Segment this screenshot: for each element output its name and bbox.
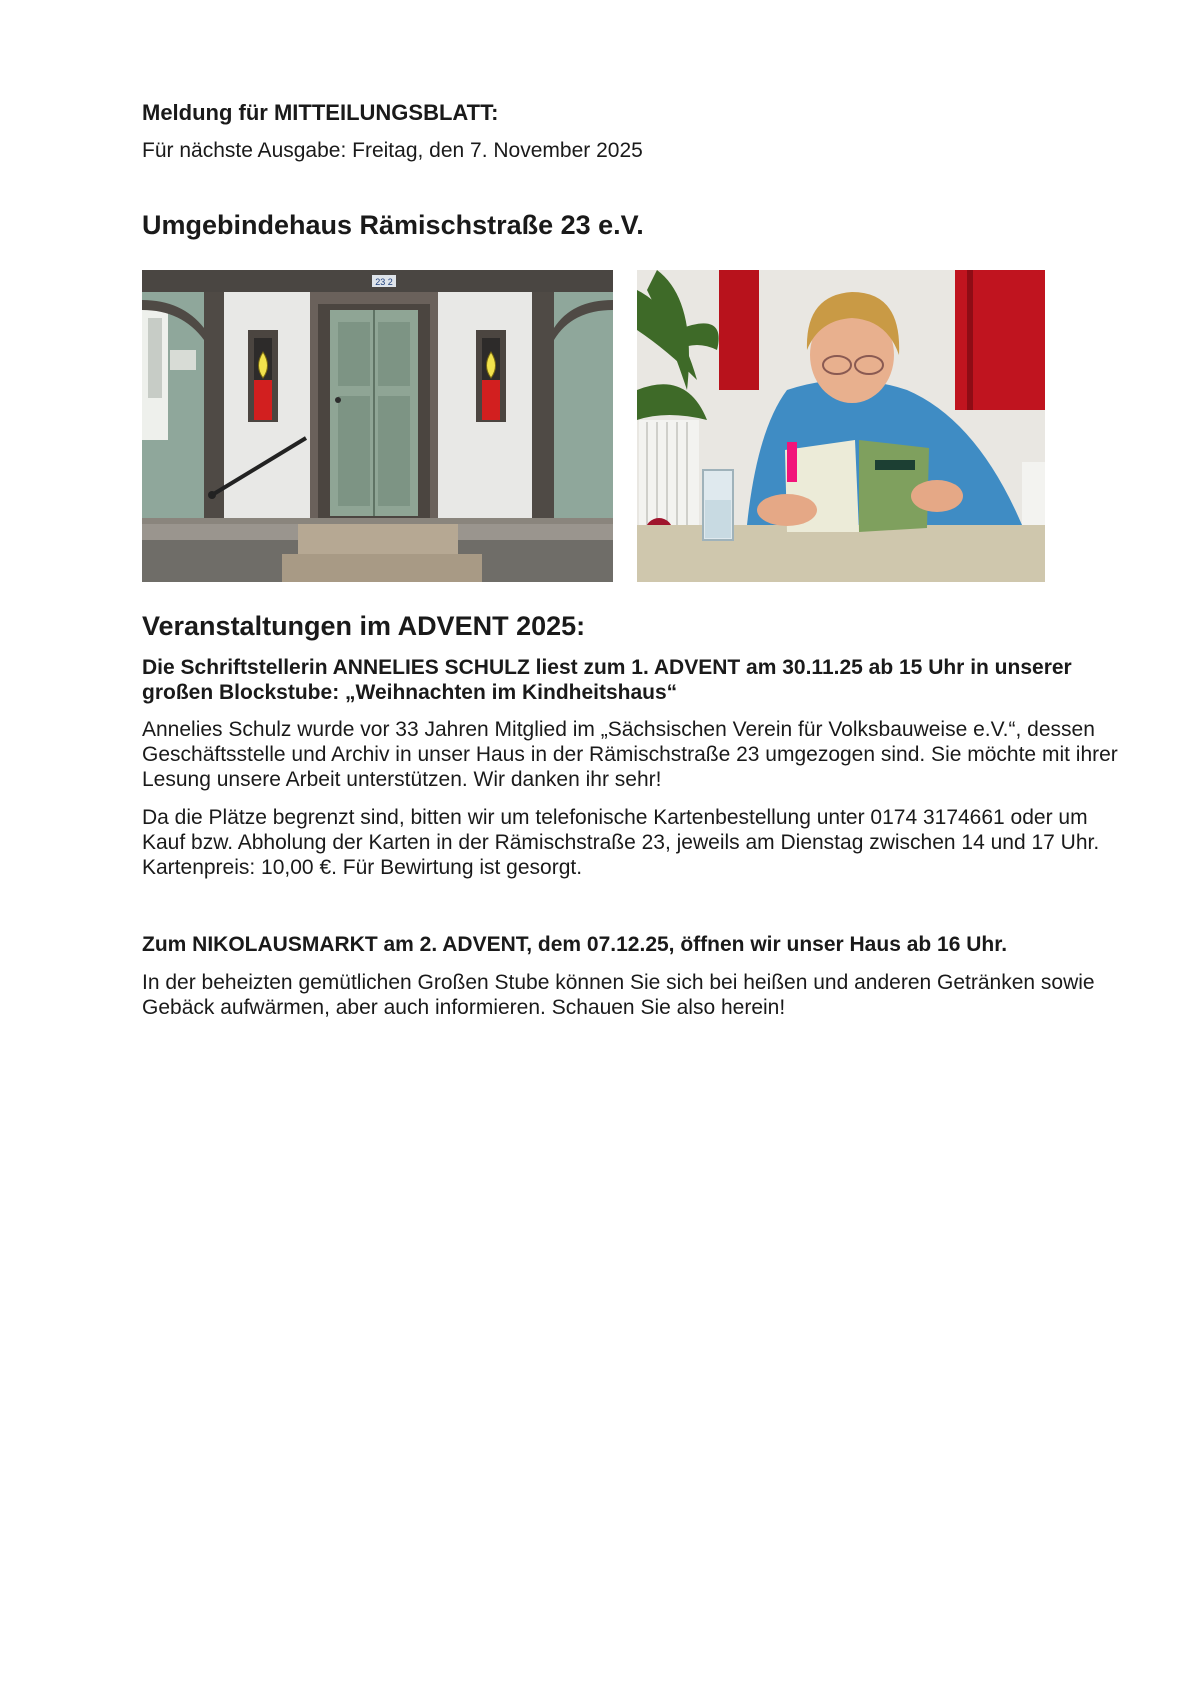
- issue-date-line: Für nächste Ausgabe: Freitag, den 7. November 2025: [142, 139, 643, 162]
- author-reading-photo: [637, 270, 1045, 582]
- house-number-plate: 23 2: [375, 277, 393, 287]
- nikolausmarkt-heading: Zum NIKOLAUSMARKT am 2. ADVENT, dem 07.12.25, öffnen wir unser Haus ab 16 Uhr.: [142, 933, 1008, 956]
- advent-section-title: Veranstaltungen im ADVENT 2025:: [142, 611, 586, 641]
- candle-icon: [482, 380, 500, 420]
- candle-icon: [254, 380, 272, 420]
- nikolausmarkt-paragraph: In der beheizten gemütlichen Großen Stube können Sie sich bei heißen und anderen Getränken sowie Gebäck aufwärmen, aber auch informieren. Schauen Sie also herein!: [142, 971, 1095, 1019]
- reading-event-heading: Die Schriftstellerin ANNELIES SCHULZ liest zum 1. ADVENT am 30.11.25 ab 15 Uhr in unserer großen Blockstube: „Weihnachten im Kindheitshaus“: [142, 656, 1072, 704]
- organization-title: Umgebindehaus Rämischstraße 23 e.V.: [142, 210, 644, 240]
- author-info-paragraph: Annelies Schulz wurde vor 33 Jahren Mitglied im „Sächsischen Verein für Volksbauweise e.V.“, dessen Geschäftsstelle und Archiv in unser Haus in der Rämischstraße 23 umgezogen sind. Sie möchte mit ihrer Lesung unsere Arbeit unterstützen. Wir danken ihr sehr!: [142, 718, 1118, 791]
- memo-label: Meldung für MITTEILUNGSBLATT:: [142, 100, 499, 125]
- ticket-info-paragraph: Da die Plätze begrenzt sind, bitten wir um telefonische Kartenbestellung unter 0174 3174661 oder um Kauf bzw. Abholung der Karten in der Rämischstraße 23, jeweils am Dienstag zwischen 14 und 17 Uhr. Kartenpreis: 10,00 €. Für Bewirtung ist gesorgt.: [142, 806, 1100, 879]
- house-door-photo: [142, 270, 613, 582]
